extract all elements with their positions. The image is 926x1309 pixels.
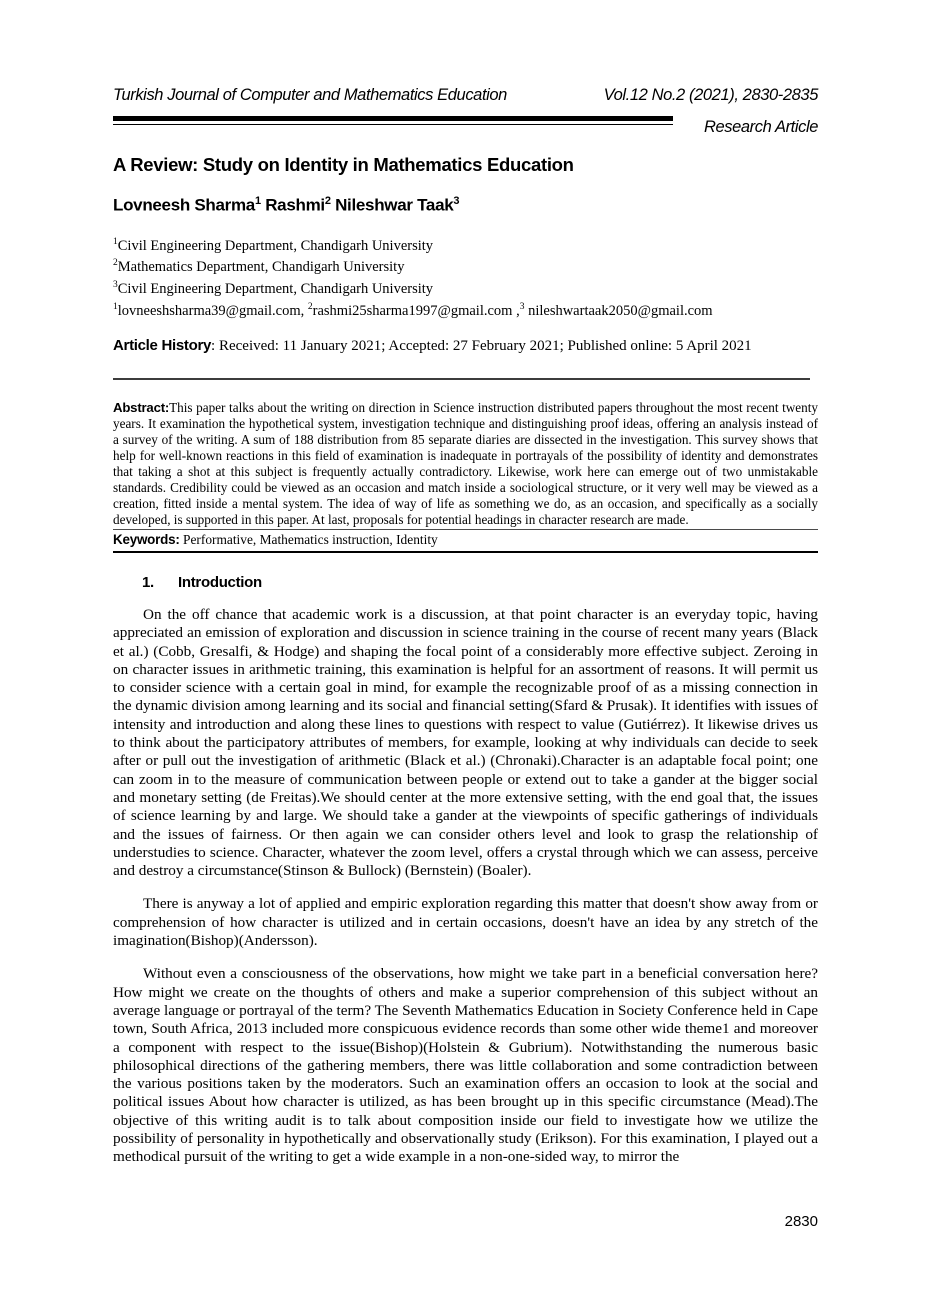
email-3-sup: 3 [519, 302, 525, 313]
author-1-sup: 1 [254, 195, 261, 207]
abstract-text: This paper talks about the writing on direction in Science instruction distributed papers throughout the most recent twenty years. It examination the hypothetical system, investigation technique and distinguishing proof ideas, offering an analysis instead of a survey of the writing. A sum of 188 distribution from 85 separate diaries are dissected in the investigation. This survey shows that help for well-known reactions in this field of examination is inadequate in portrayals of the possibility of identity and demonstrates that taking a shot at this subject is frequently actually contradictory. Likewise, work here can emerge out of two unmistakable standards. Credibility could be viewed as an occasion and match inside a sociological structure, or it very well may be viewed as a creation, fitted inside a mental system. The idea of way of life as something we do, as an occasion, and specifically as a socially developed, is supported in this paper. At last, proposals for potential headings in character research are made. [113, 399, 818, 527]
affiliation-3-sup: 3 [113, 280, 118, 291]
affiliation-2-sup: 2 [113, 258, 118, 269]
email-1-sup: 1 [113, 302, 118, 313]
affiliation-3-text: Civil Engineering Department, Chandigarh University [117, 281, 434, 298]
header-rule-row [113, 116, 818, 137]
email-1: lovneeshsharma39@gmail.com, [117, 302, 308, 319]
article-type-label: Research Article [703, 118, 818, 136]
paper-title: A Review: Study on Identity in Mathematics Education [113, 154, 574, 175]
keywords-line [113, 529, 818, 553]
article-history-text: : Received: 11 January 2021; Accepted: 27 February 2021; Published online: 5 April 2021 [211, 337, 752, 354]
journal-name: Turkish Journal of Computer and Mathematics Education [113, 86, 507, 104]
keywords-text: Performative, Mathematics instruction, Identity [179, 531, 438, 547]
email-2: rashmi25sharma1997@gmail.com , [312, 302, 520, 319]
email-2-sup: 2 [307, 302, 313, 313]
article-history-label: Article History [113, 336, 212, 354]
keywords-label: Keywords: [113, 531, 180, 547]
affiliation-1-sup: 1 [113, 236, 118, 247]
abstract-block [113, 400, 818, 528]
affiliation-3 [113, 276, 818, 298]
journal-header [113, 86, 818, 105]
paragraph-1: On the off chance that academic work is a discussion, at that point character is an everyday topic, having appreciated an emission of exploration and discussion in science training in the course of recent many years (Black et al.) (Cobb, Gresalfi, & Hodge) and shaping the focal point of a considerably more effective subject. Zeroing in on character issues in arithmetic training, this examination is helpful for an assortment of reasons. It will permit us to consider science with a certain goal in mind, for example the recognizable proof of as a missing connection in the dynamic division among learning and its social and financial setting(Sfard & Prusak). It identifies with issues of intensity and introduction and along these lines to questions with respect to value (Gutiérrez). It likewise drives us to think about the participatory attributes of members, for example, looking at why individuals can decide to seek after or pull out the investigation of arithmetic (Black et al.) (Chronaki).Character is an adaptable focal point; one can zoom in to the measure of communication between people or extend out to take a gander at the bigger social and monetary setting (de Freitas).We should center at the more extensive setting, with the end goal that, the issues of science learning by and large. We should take a gander at the viewpoints of specific gatherings of individuals and the issues of fairness. Or then again we can consider others level and look to grasp the relationship of understudies to science. Character, whatever the zoom level, offers a crystal through which we can assess, perceive and destroy a circumstance(Stinson & Bullock) (Bernstein) (Boaler). [113, 605, 818, 880]
section-1-title: Introduction [178, 573, 262, 591]
author-2: Rashmi [260, 195, 325, 215]
authors-line [113, 195, 818, 216]
header-double-rule [113, 116, 673, 125]
affiliation-1-text: Civil Engineering Department, Chandigarh University [117, 237, 434, 254]
article-history-line [113, 337, 818, 355]
affiliation-2-text: Mathematics Department, Chandigarh University [117, 259, 405, 276]
paragraph-3: Without even a consciousness of the observations, how might we take part in a beneficial conversation here? How might we create on the thoughts of others and make a superior comprehension of this subject without an average language or portrayal of the term? The Seventh Mathematics Education in Society Conference held in Cape town, South Africa, 2013 included more conspicuous evidence records than some other wide theme1 and moreover a component with respect to the issue(Bishop)(Holstein & Gubrium). Notwithstanding the numerous basic philosophical directions of the gathering members, there was little collaboration and some contradiction between the various positions taken by the moderators. Such an examination offers an occasion to look at the social and political issues About how character is utilized, as has been brought up in this specific circumstance (Mead).The objective of this writing audit is to talk about composition inside our field to investigate how we utilize the possibility of personality in hypothetically and observationally study (Erikson). For this examination, I played out a methodical pursuit of the writing to get a wide example in a non-one-sided way, to mirror the [113, 965, 818, 1166]
author-1: Lovneesh Sharma [113, 195, 255, 215]
author-2-sup: 2 [324, 195, 331, 207]
section-1-number: 1. [142, 573, 154, 591]
emails-line [113, 298, 818, 320]
abstract-label: Abstract: [113, 399, 170, 415]
paragraph-2: There is anyway a lot of applied and empiric exploration regarding this matter that doesn't show away from or comprehension of how character is utilized and in certain occasions, doesn't have an idea by any stretch of the imagination(Bishop)(Andersson). [113, 895, 818, 950]
page-number: 2830 [784, 1213, 818, 1230]
abstract-top-rule [113, 378, 810, 380]
page-content [113, 0, 818, 1167]
author-3-sup: 3 [453, 195, 460, 207]
affiliation-2 [113, 254, 818, 276]
section-1-heading [113, 574, 818, 591]
affiliation-1 [113, 233, 818, 255]
affiliations-block [113, 233, 818, 320]
email-3: nileshwartaak2050@gmail.com [524, 302, 713, 319]
author-3: Nileshwar Taak [330, 195, 454, 215]
issue-info: Vol.12 No.2 (2021), 2830-2835 [603, 86, 818, 104]
